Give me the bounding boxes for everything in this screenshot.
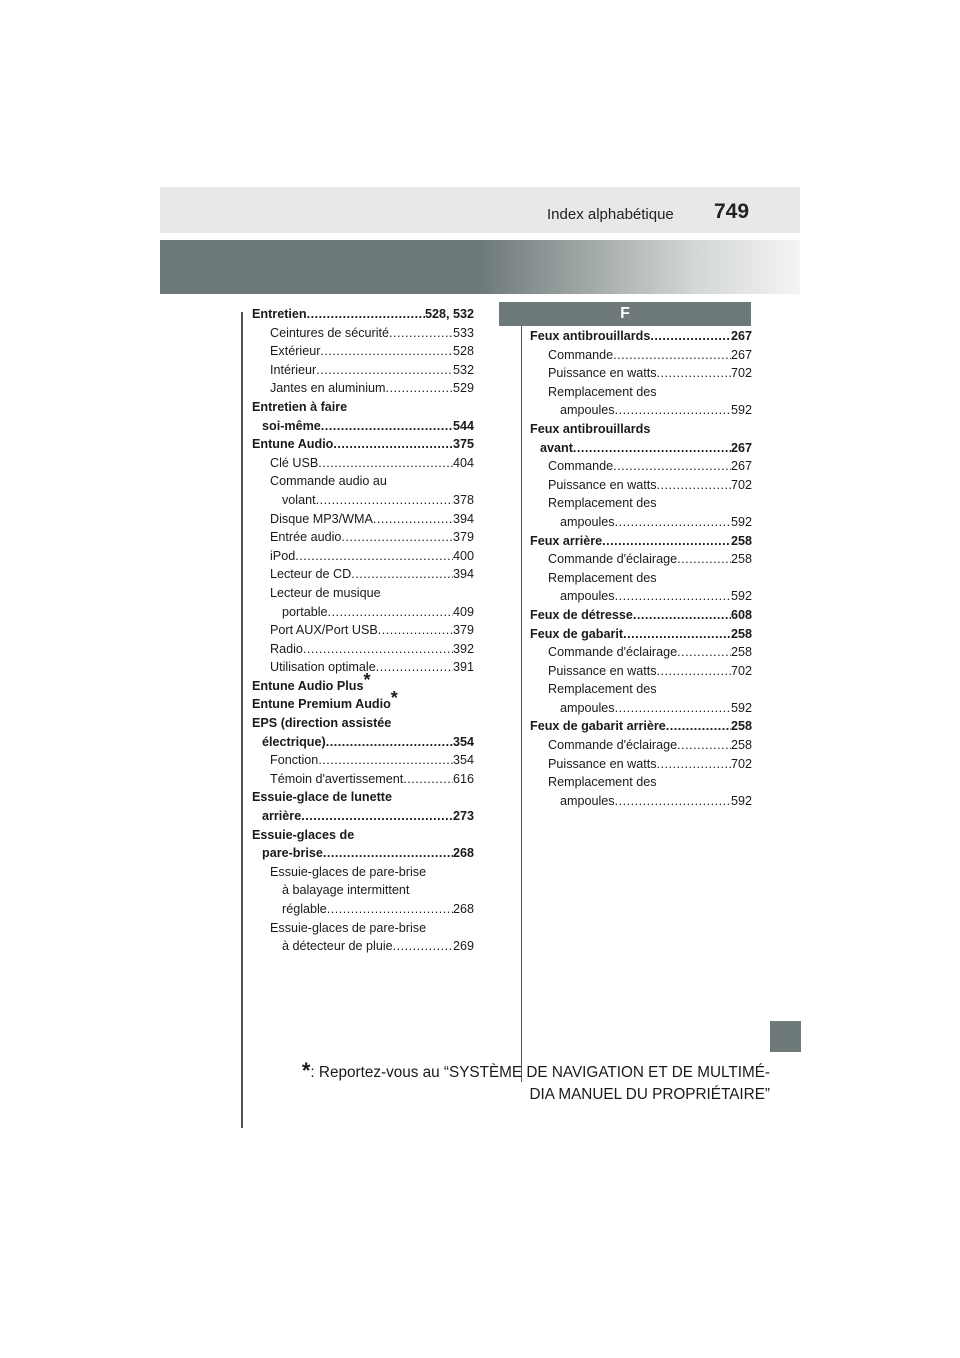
index-subentry[interactable]: Commande ..... 267: [530, 457, 752, 476]
index-subentry[interactable]: Commande d'éclairage ..... 258: [530, 550, 752, 569]
index-subentry[interactable]: Puissance en watts ..... 702: [530, 755, 752, 774]
index-entry-eps[interactable]: électrique) ..... 354: [252, 733, 474, 752]
index-entry-entune-premium[interactable]: Entune Premium Audio*: [252, 688, 398, 712]
index-subentry-lecteur-musique[interactable]: portable ..... 409: [252, 603, 474, 622]
index-subentry[interactable]: Ceintures de sécurité ..... 533: [252, 324, 474, 343]
index-subentry[interactable]: Lecteur de CD ..... 394: [252, 565, 474, 584]
index-subentry[interactable]: Commande d'éclairage ..... 258: [530, 736, 752, 755]
index-entry-entune-plus[interactable]: Entune Audio Plus*: [252, 669, 371, 693]
index-subentry-essuie-intermittent-line2: à balayage intermittent: [282, 883, 410, 898]
index-entry-entretien[interactable]: Entretien ..... 528, 532: [252, 305, 474, 324]
section-letter-bar: F: [499, 302, 751, 326]
index-entry-essuie-parebrise[interactable]: pare-brise ..... 268: [252, 844, 474, 863]
index-subentry[interactable]: Commande ..... 267: [530, 346, 752, 365]
index-subentry-essuie-pluie-line1: Essuie-glaces de pare-brise: [270, 920, 427, 935]
index-subentry[interactable]: Radio ..... 392: [252, 640, 474, 659]
index-subentry-remplacement-line1: Remplacement des: [548, 570, 657, 585]
side-thumb-tab: [770, 1021, 801, 1052]
index-subentry-remplacement-line1: Remplacement des: [548, 682, 657, 697]
index-entry-antibrouillards-avant[interactable]: avant ..... 267: [530, 439, 752, 458]
index-subentry-remplacement[interactable]: ampoules ..... 592: [530, 699, 752, 718]
index-subentry[interactable]: Disque MP3/WMA ..... 394: [252, 510, 474, 529]
index-subentry[interactable]: Jantes en aluminium ..... 529: [252, 379, 474, 398]
index-entry-feux-antibrouillards[interactable]: Feux antibrouillards ..... 267: [530, 327, 752, 346]
index-entry-essuie-lunette[interactable]: arrière ..... 273: [252, 807, 474, 826]
index-subentry-commande-audio-line1: Commande audio au: [270, 474, 387, 489]
index-subentry[interactable]: Port AUX/Port USB ..... 379: [252, 621, 474, 640]
index-entry-entretien-soi[interactable]: soi-même ..... 544: [252, 417, 474, 436]
index-subentry[interactable]: iPod ..... 400: [252, 547, 474, 566]
index-subentry-essuie-pluie[interactable]: à détecteur de pluie ..... 269: [252, 937, 474, 956]
index-subentry-remplacement[interactable]: ampoules ..... 592: [530, 513, 752, 532]
index-subentry-remplacement-line1: Remplacement des: [548, 496, 657, 511]
index-entry-feux-gabarit[interactable]: Feux de gabarit ..... 258: [530, 625, 752, 644]
index-entry-entune-audio[interactable]: Entune Audio ..... 375: [252, 435, 474, 454]
index-entry-feux-detresse[interactable]: Feux de détresse ..... 608: [530, 606, 752, 625]
index-subentry-essuie-intermittent[interactable]: réglable ..... 268: [252, 900, 474, 919]
page-title: Index alphabétique: [547, 206, 674, 223]
index-subentry[interactable]: Clé USB ..... 404: [252, 454, 474, 473]
index-column-left: [252, 305, 474, 956]
index-subentry-remplacement-line1: Remplacement des: [548, 775, 657, 790]
index-subentry[interactable]: Fonction ..... 354: [252, 751, 474, 770]
footnote: [290, 1060, 770, 1106]
index-entry-feux-gabarit-arriere[interactable]: Feux de gabarit arrière ..... 258: [530, 717, 752, 736]
index-subentry[interactable]: Extérieur ..... 528: [252, 342, 474, 361]
index-subentry[interactable]: Témoin d'avertissement ..... 616: [252, 770, 474, 789]
index-subentry[interactable]: Commande d'éclairage ..... 258: [530, 643, 752, 662]
index-subentry-remplacement[interactable]: ampoules ..... 592: [530, 792, 752, 811]
asterisk-icon: *: [390, 688, 398, 709]
index-subentry[interactable]: Puissance en watts ..... 702: [530, 662, 752, 681]
footnote-line2: DIA MANUEL DU PROPRIÉTAIRE”: [529, 1086, 770, 1103]
index-subentry-commande-audio[interactable]: volant ..... 378: [252, 491, 474, 510]
index-column-right: [530, 327, 752, 810]
index-subentry[interactable]: Entrée audio ..... 379: [252, 528, 474, 547]
index-subentry-essuie-intermittent-line1: Essuie-glaces de pare-brise: [270, 864, 427, 879]
index-subentry-remplacement-line1: Remplacement des: [548, 384, 657, 399]
index-entry-entretien-soi-line1: Entretien à faire: [252, 399, 348, 414]
index-entry-eps-line1: EPS (direction assistée: [252, 716, 392, 731]
index-entry-feux-arriere[interactable]: Feux arrière ..... 258: [530, 532, 752, 551]
footnote-line1: *: Reportez-vous au “SYSTÈME DE NAVIGATION ET DE MULTIMÉ-: [301, 1058, 770, 1083]
index-subentry[interactable]: Puissance en watts ..... 702: [530, 364, 752, 383]
asterisk-icon: *: [363, 669, 371, 690]
column-divider: [521, 312, 522, 1082]
index-subentry[interactable]: Utilisation optimale ..... 391: [252, 658, 474, 677]
index-subentry-remplacement[interactable]: ampoules ..... 592: [530, 587, 752, 606]
index-subentry[interactable]: Puissance en watts ..... 702: [530, 476, 752, 495]
header-bar: [160, 187, 800, 233]
asterisk-icon: *: [301, 1058, 311, 1083]
index-entry-essuie-parebrise-line1: Essuie-glaces de: [252, 827, 355, 842]
index-subentry-lecteur-musique-line1: Lecteur de musique: [270, 585, 381, 600]
page-number: 749: [714, 200, 750, 223]
index-subentry[interactable]: Intérieur ..... 532: [252, 361, 474, 380]
index-subentry-remplacement[interactable]: ampoules ..... 592: [530, 401, 752, 420]
index-entry-antibrouillards-avant-line1: Feux antibrouillards: [530, 421, 651, 436]
index-entry-essuie-lunette-line1: Essuie-glace de lunette: [252, 790, 392, 805]
header-gradient-band: [160, 240, 800, 294]
left-margin-rule: [241, 312, 243, 1128]
